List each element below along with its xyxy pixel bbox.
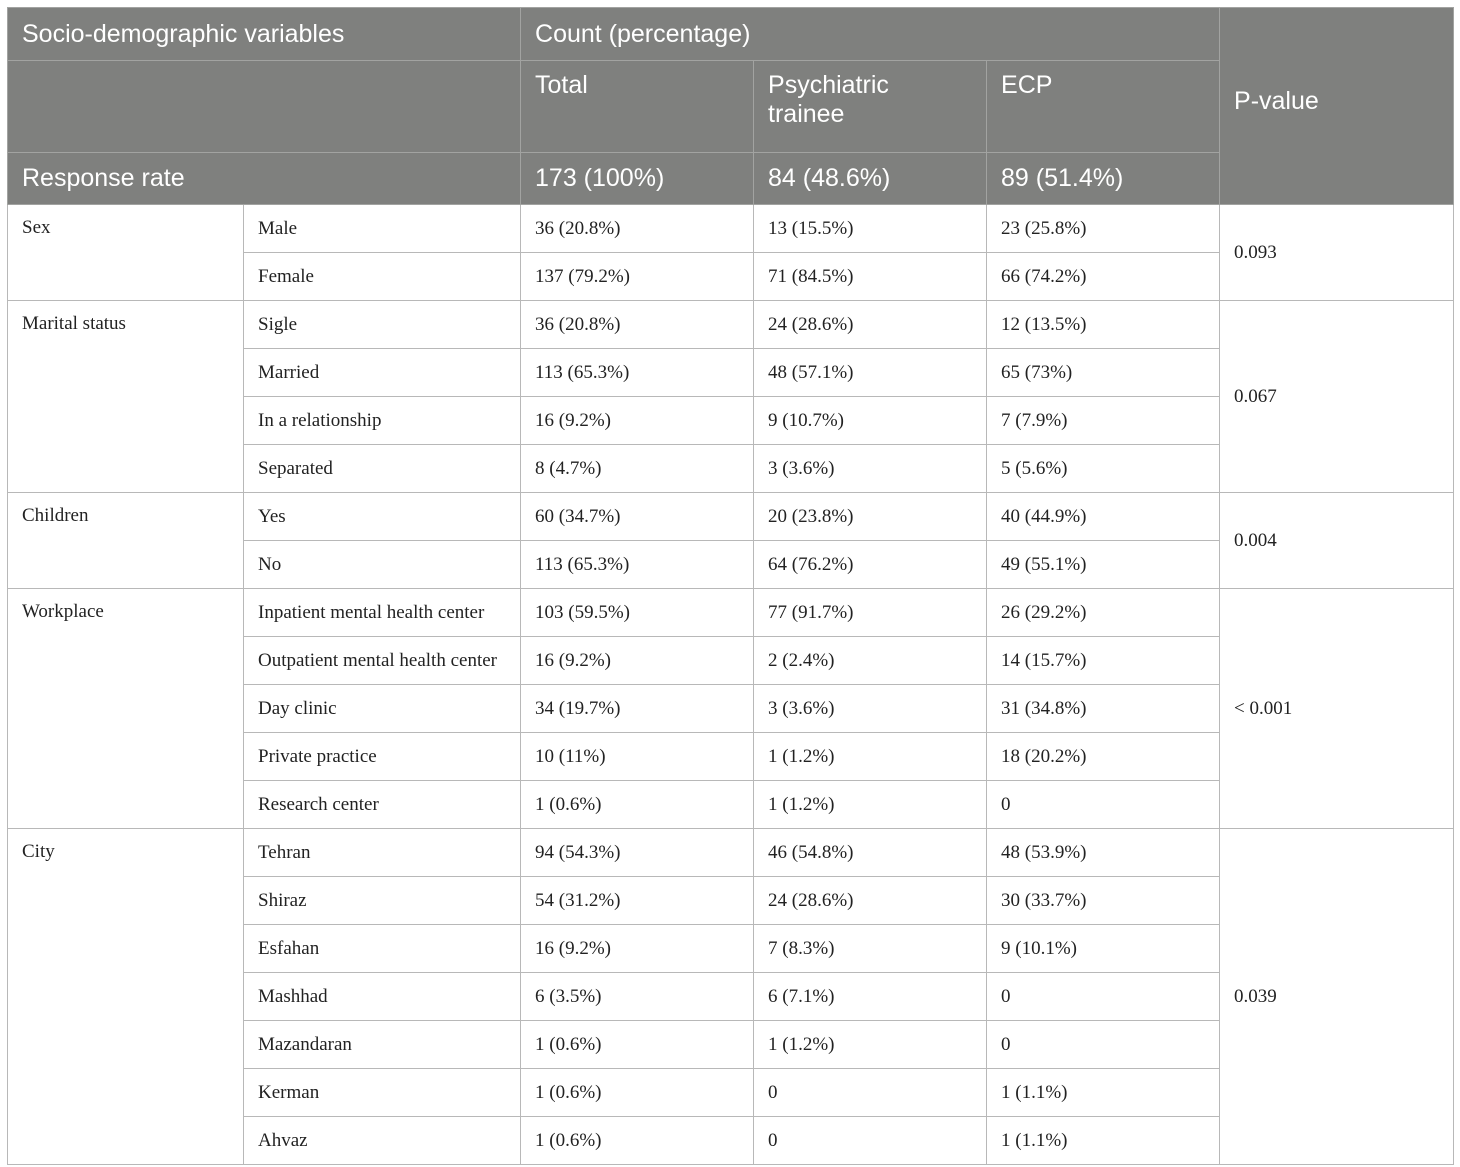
total-cell: 54 (31.2%) <box>521 877 754 925</box>
table-row <box>8 829 1454 877</box>
table-row <box>8 493 1454 541</box>
category-cell: Kerman <box>244 1069 521 1117</box>
header-trainee: Psychiatric trainee <box>754 61 987 153</box>
category-cell: Mazandaran <box>244 1021 521 1069</box>
trainee-cell: 2 (2.4%) <box>754 637 987 685</box>
variable-cell: Workplace <box>8 589 244 829</box>
table-body <box>8 205 1454 1165</box>
pvalue-cell: 0.093 <box>1220 205 1454 301</box>
pvalue-cell: 0.004 <box>1220 493 1454 589</box>
total-cell: 1 (0.6%) <box>521 781 754 829</box>
category-cell: Female <box>244 253 521 301</box>
total-cell: 16 (9.2%) <box>521 925 754 973</box>
ecp-cell: 1 (1.1%) <box>987 1117 1220 1165</box>
ecp-cell: 0 <box>987 1021 1220 1069</box>
trainee-cell: 64 (76.2%) <box>754 541 987 589</box>
ecp-cell: 0 <box>987 781 1220 829</box>
variable-cell: City <box>8 829 244 1165</box>
category-cell: Tehran <box>244 829 521 877</box>
trainee-cell: 20 (23.8%) <box>754 493 987 541</box>
category-cell: Esfahan <box>244 925 521 973</box>
total-cell: 10 (11%) <box>521 733 754 781</box>
category-cell: Ahvaz <box>244 1117 521 1165</box>
ecp-cell: 12 (13.5%) <box>987 301 1220 349</box>
header-variables: Socio-demographic variables <box>8 8 521 61</box>
total-cell: 16 (9.2%) <box>521 397 754 445</box>
ecp-cell: 9 (10.1%) <box>987 925 1220 973</box>
total-cell: 1 (0.6%) <box>521 1069 754 1117</box>
ecp-cell: 23 (25.8%) <box>987 205 1220 253</box>
ecp-cell: 26 (29.2%) <box>987 589 1220 637</box>
ecp-cell: 40 (44.9%) <box>987 493 1220 541</box>
ecp-cell: 5 (5.6%) <box>987 445 1220 493</box>
trainee-cell: 13 (15.5%) <box>754 205 987 253</box>
header-blank <box>8 61 521 153</box>
ecp-cell: 14 (15.7%) <box>987 637 1220 685</box>
category-cell: No <box>244 541 521 589</box>
header-total: Total <box>521 61 754 153</box>
category-cell: Day clinic <box>244 685 521 733</box>
trainee-cell: 3 (3.6%) <box>754 685 987 733</box>
trainee-cell: 71 (84.5%) <box>754 253 987 301</box>
total-cell: 113 (65.3%) <box>521 349 754 397</box>
category-cell: Outpatient mental health center <box>244 637 521 685</box>
header-response-rate: Response rate <box>8 153 521 205</box>
trainee-cell: 0 <box>754 1117 987 1165</box>
category-cell: Private practice <box>244 733 521 781</box>
total-cell: 137 (79.2%) <box>521 253 754 301</box>
response-total: 173 (100%) <box>521 153 754 205</box>
category-cell: Inpatient mental health center <box>244 589 521 637</box>
table-container <box>7 7 1454 1165</box>
socio-demographic-table <box>7 7 1454 1165</box>
total-cell: 34 (19.7%) <box>521 685 754 733</box>
header-count: Count (percentage) <box>521 8 1220 61</box>
ecp-cell: 7 (7.9%) <box>987 397 1220 445</box>
table-row <box>8 589 1454 637</box>
ecp-cell: 18 (20.2%) <box>987 733 1220 781</box>
trainee-cell: 24 (28.6%) <box>754 877 987 925</box>
trainee-cell: 3 (3.6%) <box>754 445 987 493</box>
total-cell: 36 (20.8%) <box>521 205 754 253</box>
table-header <box>8 8 1454 205</box>
trainee-cell: 1 (1.2%) <box>754 781 987 829</box>
ecp-cell: 66 (74.2%) <box>987 253 1220 301</box>
variable-cell: Marital status <box>8 301 244 493</box>
pvalue-cell: 0.039 <box>1220 829 1454 1165</box>
pvalue-cell: < 0.001 <box>1220 589 1454 829</box>
total-cell: 16 (9.2%) <box>521 637 754 685</box>
category-cell: Sigle <box>244 301 521 349</box>
total-cell: 6 (3.5%) <box>521 973 754 1021</box>
total-cell: 113 (65.3%) <box>521 541 754 589</box>
trainee-cell: 6 (7.1%) <box>754 973 987 1021</box>
trainee-cell: 77 (91.7%) <box>754 589 987 637</box>
total-cell: 1 (0.6%) <box>521 1021 754 1069</box>
header-pvalue: P-value <box>1220 8 1454 205</box>
table-row <box>8 301 1454 349</box>
response-trainee: 84 (48.6%) <box>754 153 987 205</box>
category-cell: Married <box>244 349 521 397</box>
category-cell: Shiraz <box>244 877 521 925</box>
total-cell: 1 (0.6%) <box>521 1117 754 1165</box>
trainee-cell: 9 (10.7%) <box>754 397 987 445</box>
category-cell: Yes <box>244 493 521 541</box>
trainee-cell: 1 (1.2%) <box>754 1021 987 1069</box>
category-cell: Separated <box>244 445 521 493</box>
trainee-cell: 1 (1.2%) <box>754 733 987 781</box>
category-cell: Research center <box>244 781 521 829</box>
ecp-cell: 0 <box>987 973 1220 1021</box>
category-cell: Male <box>244 205 521 253</box>
trainee-cell: 46 (54.8%) <box>754 829 987 877</box>
response-ecp: 89 (51.4%) <box>987 153 1220 205</box>
total-cell: 94 (54.3%) <box>521 829 754 877</box>
trainee-cell: 48 (57.1%) <box>754 349 987 397</box>
variable-cell: Sex <box>8 205 244 301</box>
total-cell: 8 (4.7%) <box>521 445 754 493</box>
category-cell: In a relationship <box>244 397 521 445</box>
trainee-cell: 0 <box>754 1069 987 1117</box>
total-cell: 60 (34.7%) <box>521 493 754 541</box>
ecp-cell: 49 (55.1%) <box>987 541 1220 589</box>
trainee-cell: 7 (8.3%) <box>754 925 987 973</box>
category-cell: Mashhad <box>244 973 521 1021</box>
ecp-cell: 30 (33.7%) <box>987 877 1220 925</box>
ecp-cell: 65 (73%) <box>987 349 1220 397</box>
header-ecp: ECP <box>987 61 1220 153</box>
variable-cell: Children <box>8 493 244 589</box>
trainee-cell: 24 (28.6%) <box>754 301 987 349</box>
total-cell: 103 (59.5%) <box>521 589 754 637</box>
total-cell: 36 (20.8%) <box>521 301 754 349</box>
ecp-cell: 1 (1.1%) <box>987 1069 1220 1117</box>
ecp-cell: 48 (53.9%) <box>987 829 1220 877</box>
pvalue-cell: 0.067 <box>1220 301 1454 493</box>
table-row <box>8 205 1454 253</box>
ecp-cell: 31 (34.8%) <box>987 685 1220 733</box>
